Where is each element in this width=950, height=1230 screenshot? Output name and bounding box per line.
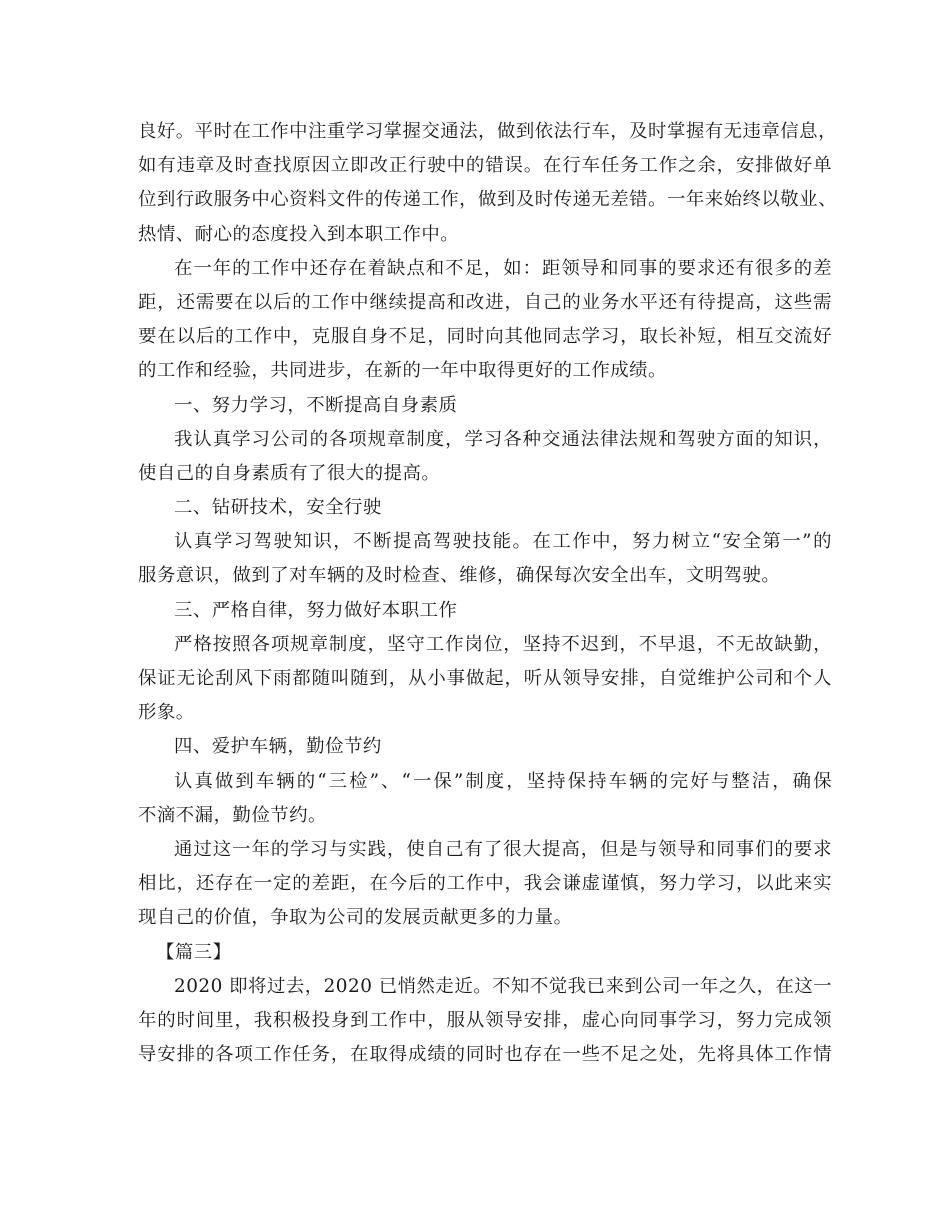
section-heading: 二、钻研技术，安全行驶	[174, 497, 382, 519]
text-line: 的工作和经验，共同进步，在新的一年中取得更好的工作成绩。	[138, 360, 667, 382]
text-line: 位到行政服务中心资料文件的传递工作，做到及时传递无差错。一年来始终以敬业、	[138, 189, 837, 211]
section-heading: 三、严格自律，努力做好本职工作	[174, 599, 458, 621]
chapter-heading: 【篇三】	[156, 941, 232, 963]
paragraph-first-line: 通过这一年的学习与实践，使自己有了很大提高，但是与领导和同事们的要求	[174, 838, 832, 860]
text-line: 热情、耐心的态度投入到本职工作中。	[138, 223, 460, 245]
text-line: 年的时间里，我积极投身到工作中，服从领导安排，虚心向同事学习，努力完成领	[138, 1009, 832, 1031]
text-line: 保证无论刮风下雨都随叫随到，从小事做起，听从领导安排，自觉维护公司和个人	[138, 668, 832, 689]
text-line: 不滴不漏，勤俭节约。	[138, 804, 327, 826]
text-line: 服务意识，做到了对车辆的及时检查、维修，确保每次安全出车，文明驾驶。	[138, 565, 781, 587]
section-heading: 一、努力学习，不断提高自身素质	[174, 394, 458, 416]
document-body	[138, 115, 837, 1072]
text-line: 形象。	[138, 702, 195, 724]
text-line: 使自己的自身素质有了很大的提高。	[138, 462, 441, 484]
paragraph-first-line: 认真做到车辆的“三检”、“一保”制度，坚持保持车辆的完好与整洁，确保	[174, 770, 832, 792]
text-line: 现自己的价值，争取为公司的发展贡献更多的力量。	[138, 907, 573, 929]
paragraph-first-line: 认真学习驾驶知识，不断提高驾驶技能。在工作中，努力树立“安全第一”的	[174, 531, 832, 553]
paragraph-first-line: 2020 即将过去，2020 已悄然走近。不知不觉我已来到公司一年之久，在这一	[174, 975, 833, 997]
paragraph-first-line: 严格按照各项规章制度，坚守工作岗位，坚持不迟到，不早退，不无故缺勤，	[174, 633, 832, 655]
text-line: 相比，还存在一定的差距，在今后的工作中，我会谦虚谨慎，努力学习，以此来实	[138, 873, 832, 895]
text-line: 距，还需要在以后的工作中继续提高和改进，自己的业务水平还有待提高，这些需	[138, 291, 832, 313]
section-heading: 四、爱护车辆，勤俭节约	[174, 736, 382, 758]
text-line: 良好。平时在工作中注重学习掌握交通法，做到依法行车，及时掌握有无违章信息，	[138, 121, 837, 142]
text-line: 导安排的各项工作任务，在取得成绩的同时也存在一些不足之处，先将具体工作情	[138, 1044, 832, 1066]
paragraph-first-line: 在一年的工作中还存在着缺点和不足，如：距领导和同事的要求还有很多的差	[174, 257, 832, 279]
text-line: 要在以后的工作中，克服自身不足，同时向其他同志学习，取长补短，相互交流好	[138, 326, 832, 348]
text-line: 如有违章及时查找原因立即改正行驶中的错误。在行车任务工作之余，安排做好单	[138, 155, 832, 177]
paragraph-first-line: 我认真学习公司的各项规章制度，学习各种交通法律法规和驾驶方面的知识，	[174, 428, 832, 450]
